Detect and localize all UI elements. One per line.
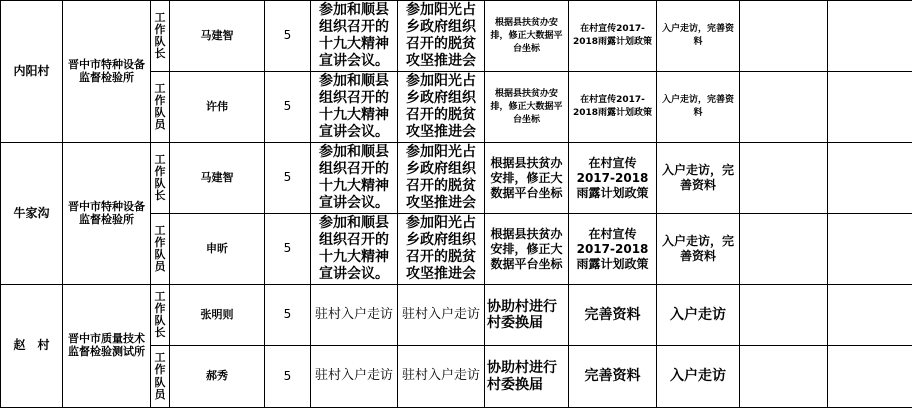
table-row (1, 143, 912, 214)
empty-cell (740, 285, 828, 346)
name-cell: 申昕 (170, 214, 265, 285)
activity-b-cell: 驻村入户走访 (398, 285, 485, 346)
role-cell (151, 346, 170, 408)
activity-e-cell: 入户走访，完善资料 (657, 214, 740, 285)
name-cell: 马建智 (170, 143, 265, 214)
role-text: 工作队员 (155, 83, 166, 131)
empty-cell (740, 1, 828, 72)
empty-cell (740, 72, 828, 143)
unit-cell: 晋中市质量技术监督检验测试所 (63, 285, 151, 408)
activity-a-cell: 驻村入户走访 (311, 285, 398, 346)
days-cell: 5 (265, 72, 311, 143)
role-cell (151, 143, 170, 214)
days-cell: 5 (265, 285, 311, 346)
activity-e-cell: 入户走访 (657, 285, 740, 346)
empty-cell (828, 143, 912, 214)
empty-cell (828, 72, 912, 143)
activity-a-cell: 参加和顺县组织召开的十九大精神宣讲会议。 (311, 143, 398, 214)
empty-cell (828, 285, 912, 346)
days-cell: 5 (265, 346, 311, 408)
table-row (1, 285, 912, 346)
activity-b-cell: 参加阳光占乡政府组织召开的脱贫攻坚推进会 (398, 214, 485, 285)
empty-cell (828, 214, 912, 285)
name-cell: 张明则 (170, 285, 265, 346)
activity-b-cell: 参加阳光占乡政府组织召开的脱贫攻坚推进会 (398, 1, 485, 72)
village-cell: 牛家沟 (1, 143, 63, 285)
role-text: 工作队长 (155, 12, 166, 60)
village-cell: 赵 村 (1, 285, 63, 408)
activity-d-cell: 在村宣传2017-2018雨露计划政策 (569, 72, 657, 143)
activity-d-cell: 完善资料 (569, 346, 657, 408)
empty-cell (828, 1, 912, 72)
activity-d-cell: 在村宣传2017-2018雨露计划政策 (569, 143, 657, 214)
activity-b-cell: 参加阳光占乡政府组织召开的脱贫攻坚推进会 (398, 143, 485, 214)
activity-d-cell: 在村宣传2017-2018雨露计划政策 (569, 1, 657, 72)
days-cell: 5 (265, 143, 311, 214)
activity-d-cell: 在村宣传2017-2018雨露计划政策 (569, 214, 657, 285)
table-row (1, 1, 912, 72)
empty-cell (740, 214, 828, 285)
activity-e-cell: 入户走访 (657, 346, 740, 408)
name-cell: 许伟 (170, 72, 265, 143)
activity-a-cell: 参加和顺县组织召开的十九大精神宣讲会议。 (311, 214, 398, 285)
activity-e-cell: 入户走访，完善资料 (657, 1, 740, 72)
activity-c-cell: 根据县扶贫办安排，修正大数据平台坐标 (485, 143, 569, 214)
role-text: 工作队员 (155, 225, 166, 273)
name-cell: 郝秀 (170, 346, 265, 408)
days-cell: 5 (265, 1, 311, 72)
name-cell: 马建智 (170, 1, 265, 72)
activity-a-cell: 参加和顺县组织召开的十九大精神宣讲会议。 (311, 1, 398, 72)
activity-c-cell: 协助村进行村委换届 (485, 346, 569, 408)
role-cell (151, 1, 170, 72)
role-text: 工作队员 (155, 352, 166, 400)
activity-d-cell: 完善资料 (569, 285, 657, 346)
unit-cell: 晋中市特种设备监督检验所 (63, 1, 151, 143)
activity-c-cell: 根据县扶贫办安排，修正大数据平台坐标 (485, 72, 569, 143)
village-cell: 内阳村 (1, 1, 63, 143)
empty-cell (828, 346, 912, 408)
activity-e-cell: 入户走访，完善资料 (657, 143, 740, 214)
activity-c-cell: 根据县扶贫办安排，修正大数据平台坐标 (485, 1, 569, 72)
empty-cell (740, 346, 828, 408)
empty-cell (740, 143, 828, 214)
activity-a-cell: 驻村入户走访 (311, 346, 398, 408)
activity-c-cell: 协助村进行村委换届 (485, 285, 569, 346)
role-cell (151, 214, 170, 285)
role-cell (151, 285, 170, 346)
role-cell (151, 72, 170, 143)
role-text: 工作队长 (155, 291, 166, 339)
activity-c-cell: 根据县扶贫办安排，修正大数据平台坐标 (485, 214, 569, 285)
days-cell: 5 (265, 214, 311, 285)
activity-b-cell: 驻村入户走访 (398, 346, 485, 408)
unit-cell: 晋中市特种设备监督检验所 (63, 143, 151, 285)
activity-e-cell: 入户走访，完善资料 (657, 72, 740, 143)
activity-b-cell: 参加阳光占乡政府组织召开的脱贫攻坚推进会 (398, 72, 485, 143)
role-text: 工作队长 (155, 154, 166, 202)
activity-a-cell: 参加和顺县组织召开的十九大精神宣讲会议。 (311, 72, 398, 143)
